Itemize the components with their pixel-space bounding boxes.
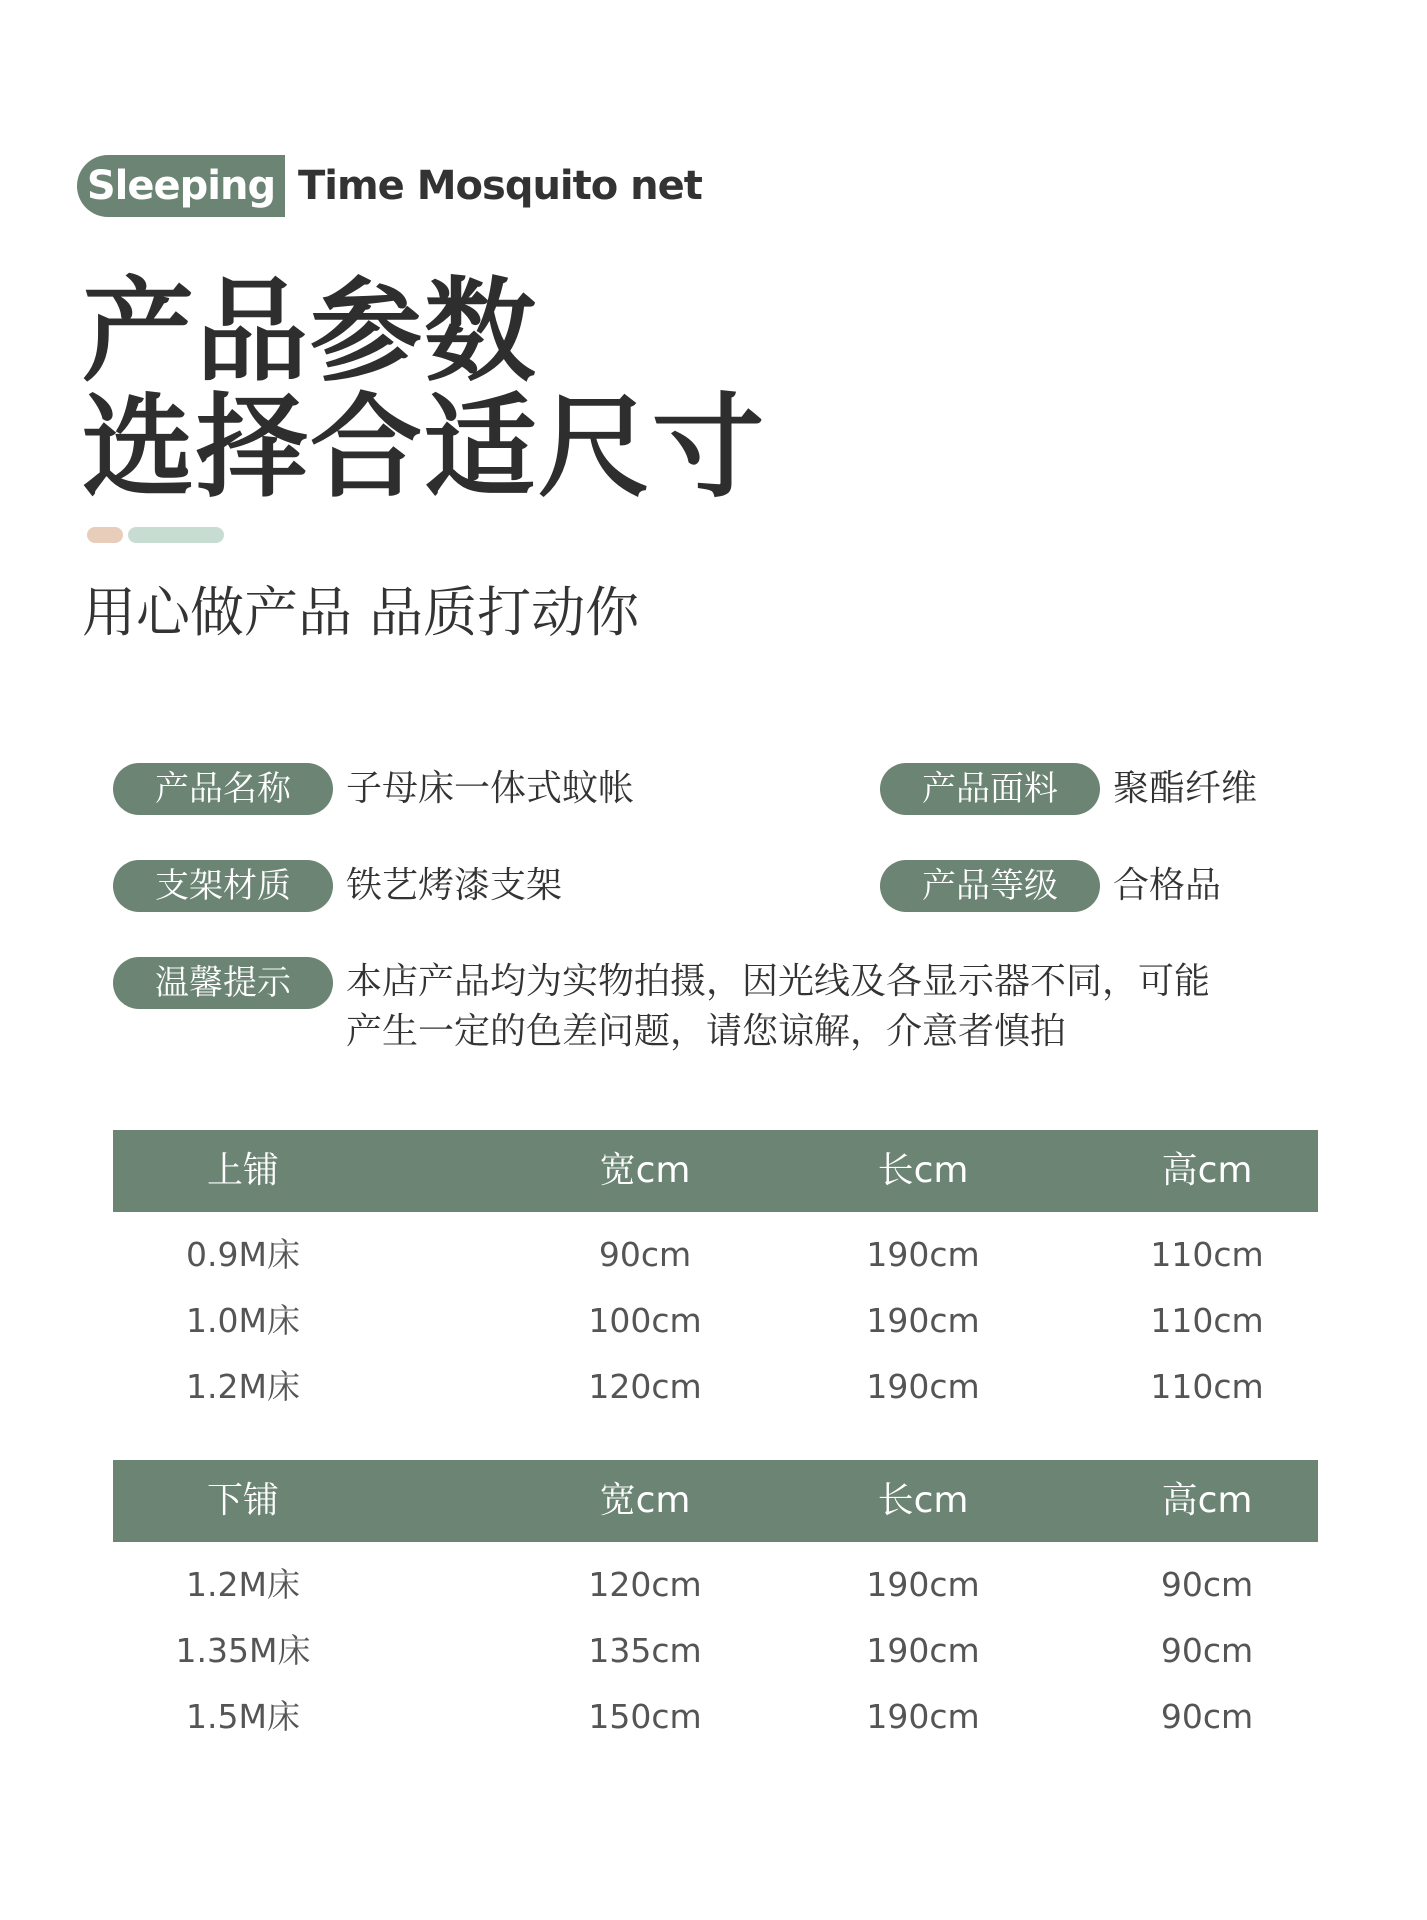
height-cell: 110cm — [1150, 1367, 1264, 1406]
lower-header-width: 宽cm — [599, 1480, 691, 1521]
frame-label: 支架材质 — [113, 860, 333, 912]
width-cell: 150cm — [588, 1697, 702, 1736]
brand-badge: Sleeping — [77, 155, 285, 217]
tip-text — [346, 957, 1286, 1057]
size-cell: 1.0M床 — [186, 1301, 300, 1340]
fabric-value: 聚酯纤维 — [1113, 768, 1258, 809]
size-cell: 0.9M床 — [186, 1235, 300, 1274]
lower-header-length: 长cm — [877, 1480, 969, 1521]
upper-header-bunk: 上铺 — [206, 1150, 279, 1191]
height-cell: 90cm — [1160, 1565, 1254, 1604]
table-row — [113, 1684, 1318, 1750]
length-cell: 190cm — [866, 1301, 980, 1340]
lower-header-bunk: 下铺 — [206, 1480, 279, 1521]
width-cell: 90cm — [598, 1235, 692, 1274]
table-row — [113, 1552, 1318, 1618]
size-cell: 1.35M床 — [175, 1631, 311, 1670]
length-cell: 190cm — [866, 1235, 980, 1274]
length-cell: 190cm — [866, 1631, 980, 1670]
width-cell: 100cm — [588, 1301, 702, 1340]
fabric-label: 产品面料 — [880, 763, 1100, 815]
grade-value: 合格品 — [1113, 865, 1222, 906]
upper-header-height: 高cm — [1161, 1150, 1253, 1191]
table-row — [113, 1618, 1318, 1684]
length-cell: 190cm — [866, 1565, 980, 1604]
size-cell: 1.2M床 — [186, 1367, 300, 1406]
height-cell: 110cm — [1150, 1235, 1264, 1274]
slogan: 用心做产品 品质打动你 — [82, 581, 640, 644]
tip-line-2: 产生一定的色差问题，请您谅解，介意者慎拍 — [346, 1011, 1067, 1052]
table-row — [113, 1288, 1318, 1354]
accent-dash-long — [128, 527, 224, 543]
tip-line-1: 本店产品均为实物拍摄，因光线及各显示器不同，可能 — [346, 961, 1211, 1002]
width-cell: 120cm — [588, 1367, 702, 1406]
size-cell: 1.2M床 — [186, 1565, 300, 1604]
width-cell: 135cm — [588, 1631, 702, 1670]
length-cell: 190cm — [866, 1697, 980, 1736]
table-row — [113, 1222, 1318, 1288]
width-cell: 120cm — [588, 1565, 702, 1604]
product-name-label: 产品名称 — [113, 763, 333, 815]
lower-header-height: 高cm — [1161, 1480, 1253, 1521]
size-cell: 1.5M床 — [186, 1697, 300, 1736]
upper-header-length: 长cm — [877, 1150, 969, 1191]
height-cell: 90cm — [1160, 1631, 1254, 1670]
page-title-line-2: 选择合适尺寸 — [82, 383, 766, 513]
product-name-value: 子母床一体式蚊帐 — [346, 768, 635, 809]
brand-subtitle: Time Mosquito net — [298, 163, 702, 209]
table-row — [113, 1354, 1318, 1420]
lower-table-header — [113, 1460, 1318, 1542]
grade-label: 产品等级 — [880, 860, 1100, 912]
height-cell: 110cm — [1150, 1301, 1264, 1340]
height-cell: 90cm — [1160, 1697, 1254, 1736]
tip-label: 温馨提示 — [113, 957, 333, 1009]
length-cell: 190cm — [866, 1367, 980, 1406]
frame-value: 铁艺烤漆支架 — [346, 865, 563, 906]
upper-table-header — [113, 1130, 1318, 1212]
upper-header-width: 宽cm — [599, 1150, 691, 1191]
page-title-line-1: 产品参数 — [82, 267, 538, 397]
accent-dash-short — [87, 527, 123, 543]
